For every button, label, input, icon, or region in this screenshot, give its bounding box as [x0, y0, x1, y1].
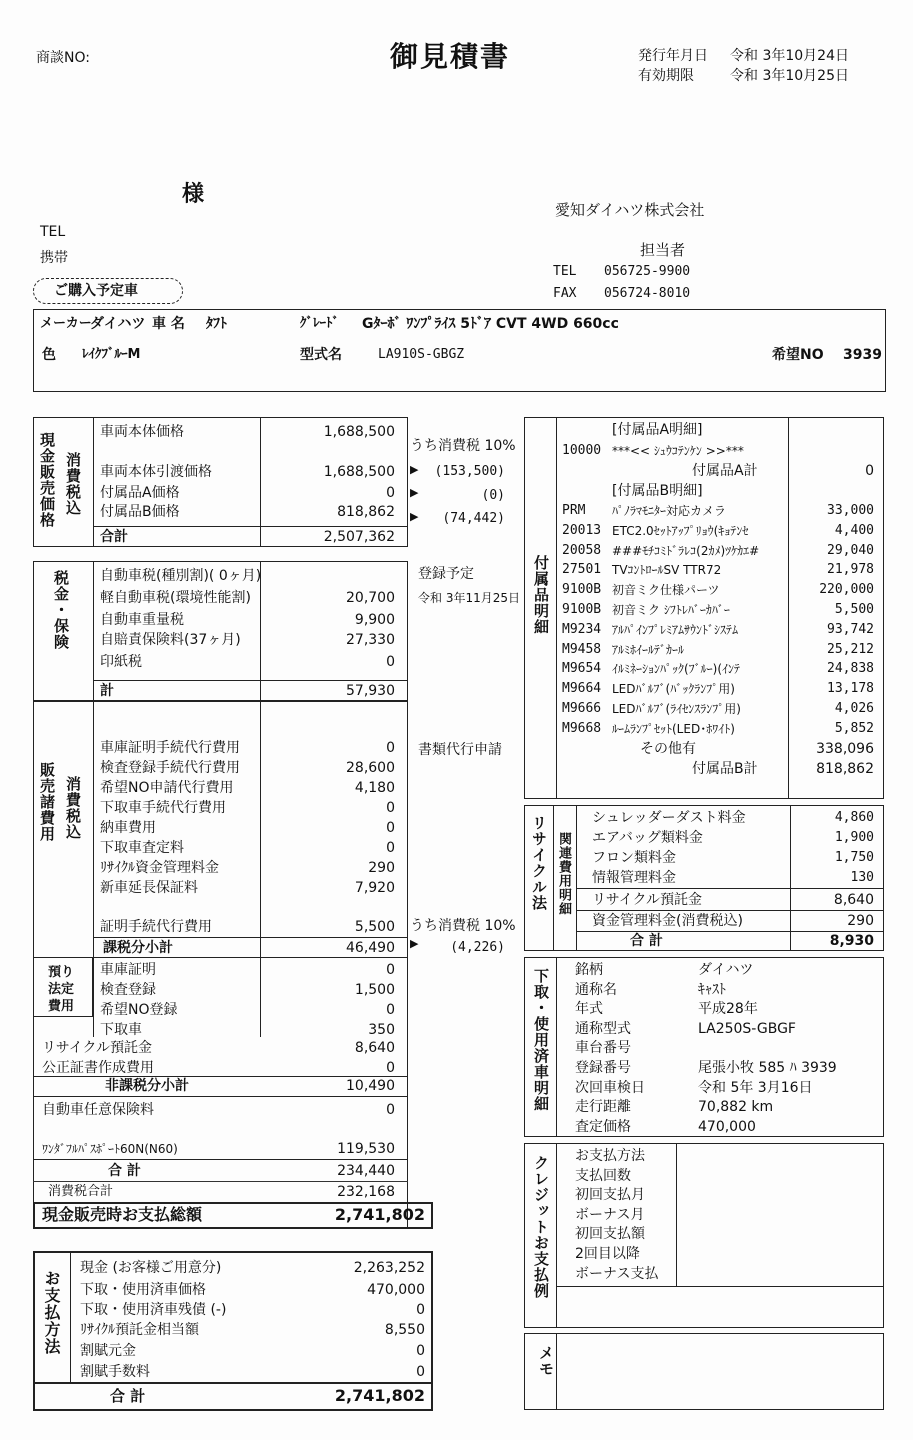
- acc-b-row-value: 21,978: [827, 562, 874, 578]
- arrow-icon: ▶: [410, 937, 419, 950]
- legal-row-label: 車庫証明: [100, 962, 156, 978]
- acc-b-row-code: M9234: [562, 621, 602, 637]
- company-tel: 056725-9900: [604, 264, 691, 279]
- maker-value: ダイハツ: [90, 316, 146, 332]
- acc-b-row-name: 初音ミク ｼﾌﾄﾚﾊﾞｰｶﾊﾞｰ: [612, 603, 730, 617]
- legal-row-label: 検査登録: [100, 982, 156, 998]
- taxable-subtotal: 46,490: [346, 940, 395, 956]
- issue-date: 令和 3年10月24日: [730, 48, 849, 64]
- acc-other: 338,096: [816, 741, 874, 757]
- acc-b-row-code: M9458: [562, 641, 602, 657]
- tradein-row-value: 令和 5年 3月16日: [698, 1079, 813, 1096]
- recycle-row-label: フロン類料金: [592, 850, 676, 866]
- sum-label: 合 計: [108, 1163, 141, 1179]
- recycle-row-value: 1,750: [834, 850, 874, 865]
- issue-date-label: 発行年月日: [638, 48, 708, 64]
- voluntary-insurance: 0: [386, 1102, 395, 1118]
- tax-insurance-label: 税金・保険: [52, 570, 70, 650]
- acc-a-total: 0: [865, 463, 874, 479]
- accessories-label: 付属品明細: [532, 555, 550, 635]
- model-value: ﾀﾌﾄ: [206, 316, 227, 332]
- tax-total: 57,930: [346, 683, 395, 699]
- acc-b-row-value: 24,838: [827, 661, 874, 677]
- recycle-row-value: 1,900: [834, 830, 874, 845]
- type-label: 型式名: [300, 347, 342, 363]
- credit-row-text: 初回支払額: [575, 1226, 645, 1243]
- payment-row-value: 0: [416, 1343, 425, 1359]
- cash-row-value: 1,688,500: [323, 464, 395, 480]
- fee-row-value: 0: [386, 800, 395, 816]
- acc-b-row-name: TVｺﾝﾄﾛｰﾙSV TTR72: [612, 563, 722, 578]
- legal-row-value: 0: [386, 1002, 395, 1018]
- acc-b-row-value: 25,212: [827, 641, 874, 657]
- valid-date-label: 有効期限: [638, 68, 694, 84]
- legal-row-label: 希望NO登録: [100, 1002, 178, 1018]
- fee-row-value: 0: [386, 740, 395, 756]
- registration-date: 令和 3年11月25日: [418, 591, 520, 605]
- acc-b-total: 818,862: [816, 761, 874, 777]
- cash-total: 2,507,362: [323, 529, 395, 545]
- recycle-row-label: シュレッダーダスト料金: [592, 810, 746, 826]
- color-label: 色: [42, 347, 56, 363]
- recycle-total: 8,930: [829, 933, 874, 949]
- fee-row-label: 納車費用: [100, 820, 156, 836]
- fee-row-value: 28,600: [346, 760, 395, 776]
- acc-b-row-name: ｱﾙﾐﾎｲｰﾙﾃﾞｶｰﾙ: [612, 642, 685, 657]
- tradein-row-label: 登録番号: [575, 1060, 631, 1076]
- tradein-row-value: LA250S-GBGF: [698, 1020, 796, 1037]
- fee-row-value: 5,500: [354, 919, 395, 935]
- cash-tax-item: (153,500): [434, 464, 505, 479]
- fee-row-value: 7,920: [354, 880, 395, 896]
- payment-row-value: 0: [416, 1302, 425, 1318]
- acc-b-row-value: 4,400: [834, 522, 874, 538]
- payment-label: お支払方法: [42, 1270, 61, 1355]
- nontax-subtotal: 10,490: [346, 1078, 395, 1094]
- recycle-deposit-row: 8,640: [833, 892, 874, 908]
- legal-row-value: 350: [368, 1022, 395, 1038]
- payment-row-label: 下取・使用済車価格: [80, 1282, 206, 1298]
- company-name: 愛知ダイハツ株式会社: [555, 201, 705, 219]
- payment-row-label: 下取・使用済車残債 (-): [80, 1302, 227, 1318]
- acc-b-row-name: ｲﾙﾐﾈｰｼｮﾝﾊﾟｯｸ(ﾌﾞﾙｰ)(ｲﾝﾃ: [612, 662, 741, 677]
- recycle-row-label: 情報管理料金: [592, 870, 676, 886]
- credit-row-text: ボーナス月: [575, 1206, 645, 1223]
- acc-b-row-name: LEDﾊﾞﾙﾌﾞ(ﾊﾞｯｸﾗﾝﾌﾟ用): [612, 682, 735, 697]
- sales-fees-label: 販売諸費用: [38, 762, 56, 842]
- acc-b-row-value: 5,500: [834, 602, 874, 617]
- valid-date: 令和 3年10月25日: [730, 68, 849, 84]
- tax-row-label: 自動車税(種別割)( 0ヶ月): [100, 568, 262, 584]
- sales-fees-tax-label: 消費税込: [64, 776, 82, 840]
- payment-row-label: 現金 (お客様ご用意分): [80, 1260, 222, 1276]
- fee-row-label: 検査登録手続代行費用: [100, 760, 240, 776]
- credit-row-text: 初回支払月: [575, 1187, 645, 1204]
- arrow-icon: ▶: [410, 486, 419, 499]
- fee-row-label: 下取車手続代行費用: [100, 800, 226, 816]
- acc-b-row-name: ###ﾓﾁｺﾐﾄﾞﾗﾚｺ(2ｶﾒ)ﾂｹｶｴ#: [612, 543, 760, 558]
- tradein-row-value: 平成28年: [698, 1001, 758, 1018]
- tradein-row-label: 査定価格: [575, 1118, 631, 1135]
- payment-row-label: 割賦手数料: [80, 1364, 150, 1380]
- fee-row-label: 車庫証明手続代行費用: [100, 740, 240, 756]
- page-title: 御見積書: [390, 40, 511, 73]
- tradein-row-label: 年式: [575, 1001, 603, 1018]
- company-fax-label: FAX: [553, 286, 577, 301]
- planned-car-badge: [33, 278, 183, 304]
- staff-label: 担当者: [640, 241, 686, 259]
- acc-b-row-name: ﾙｰﾑﾗﾝﾌﾟｾｯﾄ(LED･ﾎﾜｲﾄ): [612, 721, 735, 736]
- acc-b-row-code: M9654: [562, 661, 602, 677]
- tax-total-label: 計: [100, 683, 114, 699]
- consumption-tax-label: 消費税合計: [48, 1184, 114, 1199]
- payment-row-value: 8,550: [384, 1322, 425, 1338]
- acc-b-row-name: ﾊﾟﾉﾗﾏﾓﾆﾀｰ対応カメラ: [612, 504, 727, 518]
- tradein-row-label: 次回車検日: [575, 1079, 645, 1096]
- tax-row-label: 印紙税: [100, 654, 142, 670]
- mobile-label: 携帯: [40, 250, 68, 266]
- grand-total-label: 現金販売時お支払総額: [42, 1205, 203, 1224]
- company-tel-label: TEL: [553, 264, 577, 279]
- cash-row-label: 車両本体価格: [100, 424, 184, 440]
- recycle-row-label: エアバッグ類料金: [592, 830, 703, 846]
- cash-tax-note: うち消費税 10%: [410, 438, 516, 454]
- acc-b-row-value: 33,000: [827, 503, 874, 518]
- recycle-deposit: 8,640: [354, 1040, 395, 1056]
- acc-b-row-code: M9664: [562, 681, 602, 697]
- tradein-row-value: ダイハツ: [698, 962, 754, 978]
- tradein-row-value: 70,882 km: [698, 1099, 774, 1116]
- payment-row-value: 0: [416, 1364, 425, 1380]
- acc-b-row-value: 5,852: [834, 720, 874, 736]
- acc-b-row-code: 27501: [562, 562, 602, 578]
- tax-row-label: 自賠責保険料(37ヶ月): [100, 632, 241, 648]
- acc-b-row-code: M9666: [562, 701, 602, 716]
- acc-b-row-value: 29,040: [827, 542, 874, 558]
- payment-row-value: 470,000: [367, 1282, 425, 1298]
- registration-label: 登録予定: [418, 566, 474, 582]
- customer-honorific: 様: [182, 182, 205, 207]
- acc-b-row-name: LEDﾊﾞﾙﾌﾞ(ﾗｲｾﾝｽﾗﾝﾌﾟ用): [612, 702, 741, 716]
- fees-tax-amount: (4,226): [450, 940, 505, 955]
- cash-tax-item: (0): [481, 488, 505, 503]
- deal-no-label: 商談NO:: [36, 50, 90, 66]
- acc-b-row-code: 9100B: [562, 582, 602, 598]
- legal-fees-label: 預り法定費用: [48, 965, 75, 1014]
- notary-label: 公正証書作成費用: [42, 1060, 154, 1076]
- cash-row-value: 0: [386, 485, 395, 501]
- grade-label: ｸﾞﾚｰﾄﾞ: [300, 316, 339, 331]
- acc-other-label: その他有: [640, 741, 696, 757]
- acc-b-row-code: 20013: [562, 522, 602, 538]
- cash-sale-label: 現金販売価格: [38, 432, 56, 528]
- voluntary-insurance-label: 自動車任意保険料: [42, 1102, 154, 1118]
- legal-row-label: 下取車: [100, 1022, 142, 1038]
- cash-row-label: 付属品B価格: [100, 504, 180, 520]
- model-label: 車 名: [152, 316, 185, 332]
- recycle-mgmt: 290: [847, 913, 874, 929]
- payment-row-value: 2,263,252: [353, 1260, 425, 1276]
- memo-box: [524, 1333, 884, 1410]
- cash-sale-tax-label: 消費税込: [64, 452, 82, 516]
- plate-value: 3939: [843, 347, 882, 363]
- fee-row-label: 希望NO申請代行費用: [100, 780, 234, 796]
- acc-a-code: 10000: [562, 443, 602, 458]
- recycle-mgmt-label: 資金管理料金(消費税込): [592, 913, 743, 929]
- tradein-row-value: ｷｬｽﾄ: [698, 981, 726, 998]
- memo-label: メモ: [537, 1345, 555, 1377]
- fee-row-value: 4,180: [354, 780, 395, 796]
- cash-row-label: 車両本体引渡価格: [100, 464, 212, 480]
- tax-row-label: 自動車重量税: [100, 612, 184, 628]
- acc-b-row-code: PRM: [562, 503, 586, 518]
- acc-a-total-label: 付属品A計: [692, 463, 758, 479]
- tradein-row-label: 通称型式: [575, 1020, 631, 1037]
- acc-b-row-code: 20058: [562, 542, 602, 558]
- acc-b-row-name: ETC2.0ｾｯﾄｱｯﾌﾟﾘｮｳ(ｷｮﾃﾝｾ: [612, 523, 749, 538]
- taxable-subtotal-label: 課税分小計: [103, 940, 173, 956]
- acc-b-row-code: 9100B: [562, 602, 602, 617]
- fees-tax-note: うち消費税 10%: [410, 918, 516, 934]
- plate-label: 希望NO: [772, 347, 824, 363]
- fee-row-label: 下取車査定料: [100, 840, 184, 856]
- payment-total: 2,741,802: [334, 1386, 425, 1405]
- tax-row-value: 20,700: [346, 590, 395, 606]
- recycle-total-label: 合 計: [630, 933, 663, 949]
- credit-row-text: 支払回数: [575, 1167, 631, 1184]
- tradein-row-label: 走行距離: [575, 1099, 631, 1116]
- grade-value: Gﾀｰﾎﾞ ﾜﾝﾌﾟﾗｲｽ 5ﾄﾞｱ CVT 4WD 660cc: [362, 316, 619, 332]
- payment-total-label: 合 計: [110, 1387, 146, 1405]
- tradein-label: 下取・使用済車明細: [532, 968, 550, 1112]
- tradein-row-label: 銘柄: [575, 962, 603, 978]
- nontax-subtotal-label: 非課税分小計: [105, 1078, 189, 1094]
- type-value: LA910S-GBGZ: [378, 347, 465, 362]
- sum-value: 234,440: [337, 1163, 395, 1179]
- grand-total: 2,741,802: [334, 1205, 425, 1224]
- credit-row-text: お支払方法: [575, 1148, 645, 1164]
- acc-b-total-label: 付属品B計: [692, 761, 758, 777]
- cash-row-value: 818,862: [337, 504, 395, 520]
- acc-b-row-value: 220,000: [819, 582, 874, 598]
- recycle-label: リサイクル法: [530, 815, 548, 911]
- fee-row-label: 新車延長保証料: [100, 880, 198, 896]
- wonderful-passport: 119,530: [337, 1141, 395, 1157]
- color-value: ﾚｲｸﾌﾞﾙｰM: [82, 347, 141, 362]
- cash-row-value: 1,688,500: [323, 424, 395, 440]
- fee-row-value: 0: [386, 840, 395, 856]
- recycle-deposit-label: リサイクル預託金: [42, 1040, 153, 1056]
- tax-row-label: 軽自動車税(環境性能割): [100, 590, 251, 606]
- notary: 0: [386, 1060, 395, 1076]
- acc-b-row-name: 初音ミク仕様パーツ: [612, 583, 720, 598]
- payment-row-label: ﾘｻｲｸﾙ預託金相当額: [80, 1322, 199, 1338]
- acc-b-header: [付属品B明細]: [612, 483, 703, 499]
- tax-row-value: 27,330: [346, 632, 395, 648]
- wonderful-passport-label: ﾜﾝﾀﾞﾌﾙﾊﾟｽﾎﾟｰﾄ60N(N60): [42, 1142, 178, 1156]
- planned-car-label: ご購入予定車: [54, 283, 138, 299]
- tel-label: TEL: [40, 224, 66, 240]
- fee-row-value: 0: [386, 820, 395, 836]
- acc-b-row-value: 13,178: [827, 681, 874, 697]
- cash-row-label: 付属品A価格: [100, 485, 180, 501]
- recycle-row-value: 130: [850, 870, 874, 885]
- acc-b-row-value: 93,742: [827, 621, 874, 637]
- fee-row-label: ﾘｻｲｸﾙ資金管理料金: [100, 860, 219, 876]
- legal-row-value: 1,500: [354, 982, 395, 998]
- recycle-deposit-row-label: リサイクル預託金: [592, 892, 703, 908]
- arrow-icon: ▶: [410, 463, 419, 476]
- tradein-row-value: 尾張小牧 585 ﾊ 3939: [698, 1060, 837, 1076]
- credit-label: クレジットお支払例: [532, 1155, 550, 1299]
- fee-row-label: 証明手続代行費用: [100, 919, 212, 935]
- acc-b-row-name: ｱﾙﾊﾟｲﾝﾌﾟﾚﾐｱﾑｻｳﾝﾄﾞｼｽﾃﾑ: [612, 622, 739, 637]
- acc-a-header: [付属品A明細]: [612, 422, 703, 438]
- acc-b-row-code: M9668: [562, 720, 602, 736]
- credit-row-text: 2回目以降: [575, 1246, 640, 1262]
- consumption-tax: 232,168: [337, 1184, 395, 1200]
- tax-row-value: 9,900: [354, 612, 395, 628]
- cash-tax-item: (74,442): [442, 511, 505, 526]
- tax-row-value: 0: [386, 654, 395, 670]
- payment-row-label: 割賦元金: [80, 1343, 136, 1359]
- credit-row-text: ボーナス支払: [575, 1265, 659, 1282]
- acc-a-name: ***<< ｼｭｳｺﾃﾝｹﾝ >>***: [612, 444, 744, 458]
- doc-agency-note: 書類代行申請: [418, 742, 502, 758]
- cash-total-label: 合計: [100, 529, 128, 545]
- recycle-sub-label: 関連費用明細: [556, 832, 571, 916]
- company-fax: 056724-8010: [604, 286, 691, 301]
- recycle-row-value: 4,860: [834, 810, 874, 825]
- arrow-icon: ▶: [410, 510, 419, 523]
- tradein-row-label: 通称名: [575, 981, 617, 998]
- tradein-row-label: 車台番号: [575, 1040, 631, 1057]
- fee-row-value: 290: [368, 860, 395, 876]
- acc-b-row-value: 4,026: [834, 701, 874, 716]
- maker-label: メーカー: [40, 316, 92, 331]
- legal-row-value: 0: [386, 962, 395, 978]
- tradein-row-value: 470,000: [698, 1118, 756, 1135]
